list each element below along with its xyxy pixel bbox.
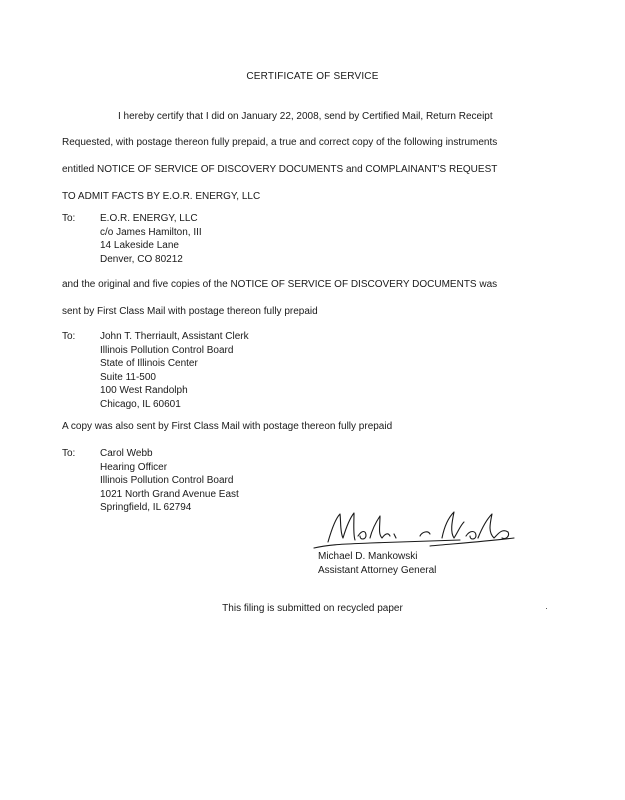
paragraph1-line-4: TO ADMIT FACTS BY E.O.R. ENERGY, LLC (62, 191, 261, 202)
recipient2-address-line: Illinois Pollution Control Board (100, 344, 234, 356)
paragraph3: A copy was also sent by First Class Mail with postage thereon fully prepaid (62, 421, 393, 432)
paragraph1-line-3: entitled NOTICE OF SERVICE OF DISCOVERY DOCUMENTS and COMPLAINANT'S REQUEST (62, 164, 498, 175)
document-title: CERTIFICATE OF SERVICE (246, 71, 379, 82)
recipient1-label: To: (62, 213, 76, 224)
recipient1-address-line: 14 Lakeside Lane (100, 240, 179, 251)
recipient2-address-line: Chicago, IL 60601 (100, 398, 181, 410)
recipient1-address-line: Denver, CO 80212 (100, 253, 183, 265)
paragraph1-line-2: Requested, with postage thereon fully prepaid, a true and correct copy of the following instruments (62, 137, 498, 148)
recipient1-address-line: E.O.R. ENERGY, LLC (100, 213, 198, 224)
handwritten-signature (310, 508, 520, 550)
recipient3-address-line: Carol Webb (100, 448, 153, 459)
recipient2-address-line: Suite 11-500 (100, 371, 156, 383)
recipient3-address-line: Hearing Officer (100, 461, 168, 473)
scan-speck (546, 608, 547, 609)
recipient2-address-line: John T. Therriault, Assistant Clerk (100, 331, 249, 342)
recipient3-address (100, 447, 239, 515)
signer-title: Assistant Attorney General (318, 564, 437, 576)
paragraph2-line-1: and the original and five copies of the NOTICE OF SERVICE OF DISCOVERY DOCUMENTS was (62, 279, 498, 290)
recipient3-address-line: 1021 North Grand Avenue East (100, 488, 239, 500)
recipient3-address-line: Springfield, IL 62794 (100, 502, 192, 513)
signer-name: Michael D. Mankowski (318, 551, 418, 562)
recipient1-address (100, 212, 202, 266)
recipient1-address-line: c/o James Hamilton, III (100, 226, 202, 238)
paragraph1-line-1: I hereby certify that I did on January 22, 2008, send by Certified Mail, Return Receipt (118, 111, 493, 122)
recipient2-address (100, 330, 249, 411)
recipient3-label: To: (62, 448, 76, 459)
paragraph2-line-2: sent by First Class Mail with postage thereon fully prepaid (62, 306, 318, 317)
recipient2-label: To: (62, 331, 76, 342)
recipient2-address-line: State of Illinois Center (100, 358, 198, 369)
recipient3-address-line: Illinois Pollution Control Board (100, 475, 234, 486)
recipient2-address-line: 100 West Randolph (100, 385, 188, 396)
signer-block (318, 550, 436, 577)
recycled-paper-note: This filing is submitted on recycled paper (222, 603, 403, 614)
